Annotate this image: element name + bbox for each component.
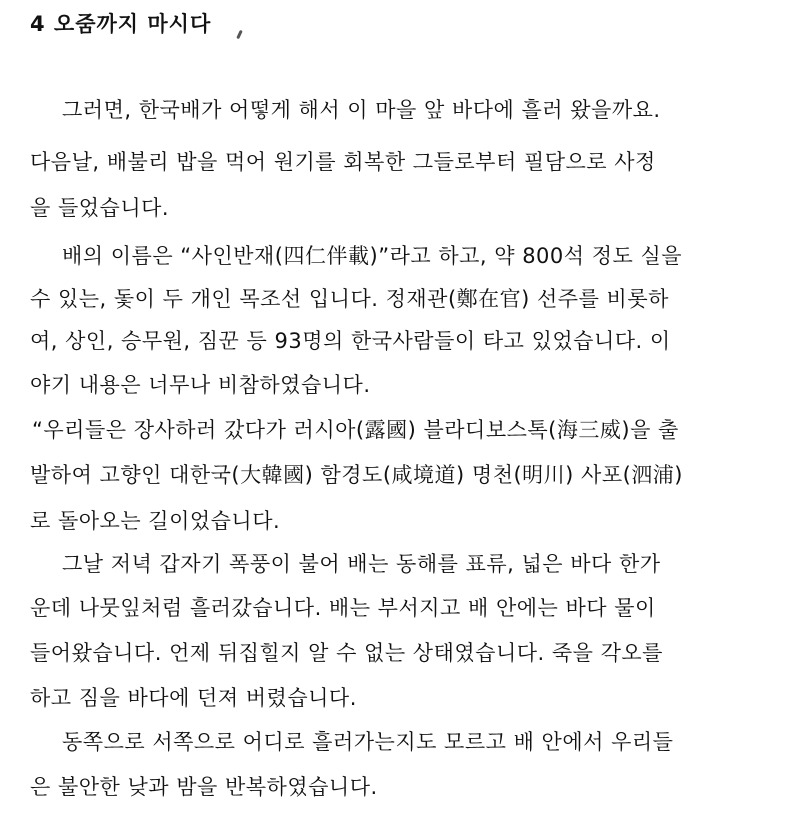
text-line: 로 돌아오는 길이었습니다. <box>30 509 281 533</box>
text-line: 배의 이름은 “사인반재(四仁伴載)”라고 하고, 약 800석 정도 실을 <box>62 244 683 268</box>
text-line: 발하여 고향인 대한국(大韓國) 함경도(咸境道) 명천(明川) 사포(泗浦) <box>30 463 683 487</box>
text-line: 야기 내용은 너무나 비참하였습니다. <box>30 373 371 397</box>
text-line: 수 있는, 돛이 두 개인 목조선 입니다. 정재관(鄭在官) 선주를 비롯하 <box>30 287 669 311</box>
text-line: 하고 짐을 바다에 던져 버렸습니다. <box>30 686 357 710</box>
text-line: 운데 나뭇잎처럼 흘러갔습니다. 배는 부서지고 배 안에는 바다 물이 <box>30 596 656 620</box>
text-line: 들어왔습니다. 언제 뒤집힐지 알 수 없는 상태였습니다. 죽을 각오를 <box>30 641 663 665</box>
text-line: 그날 저녁 갑자기 폭풍이 불어 배는 동해를 표류, 넓은 바다 한가 <box>62 552 661 576</box>
text-line: “우리들은 장사하러 갔다가 러시아(露國) 블라디보스톡(海三威)을 출 <box>32 418 679 442</box>
text-line: 여, 상인, 승무원, 짐꾼 등 93명의 한국사람들이 타고 있었습니다. 이 <box>30 329 671 353</box>
text-line: 은 불안한 낮과 밤을 반복하였습니다. <box>30 775 378 799</box>
text-line: 동쪽으로 서쪽으로 어디로 흘러가는지도 모르고 배 안에서 우리들 <box>62 730 674 754</box>
text-line: 을 들었습니다. <box>30 196 170 220</box>
text-line: 다음날, 배불리 밥을 먹어 원기를 회복한 그들로부터 필담으로 사정 <box>30 150 656 174</box>
section-heading: 4 오줌까지 마시다 <box>30 12 212 36</box>
text-line: 그러면, 한국배가 어떻게 해서 이 마을 앞 바다에 흘러 왔을까요. <box>62 98 661 122</box>
ink-mark <box>236 30 243 39</box>
